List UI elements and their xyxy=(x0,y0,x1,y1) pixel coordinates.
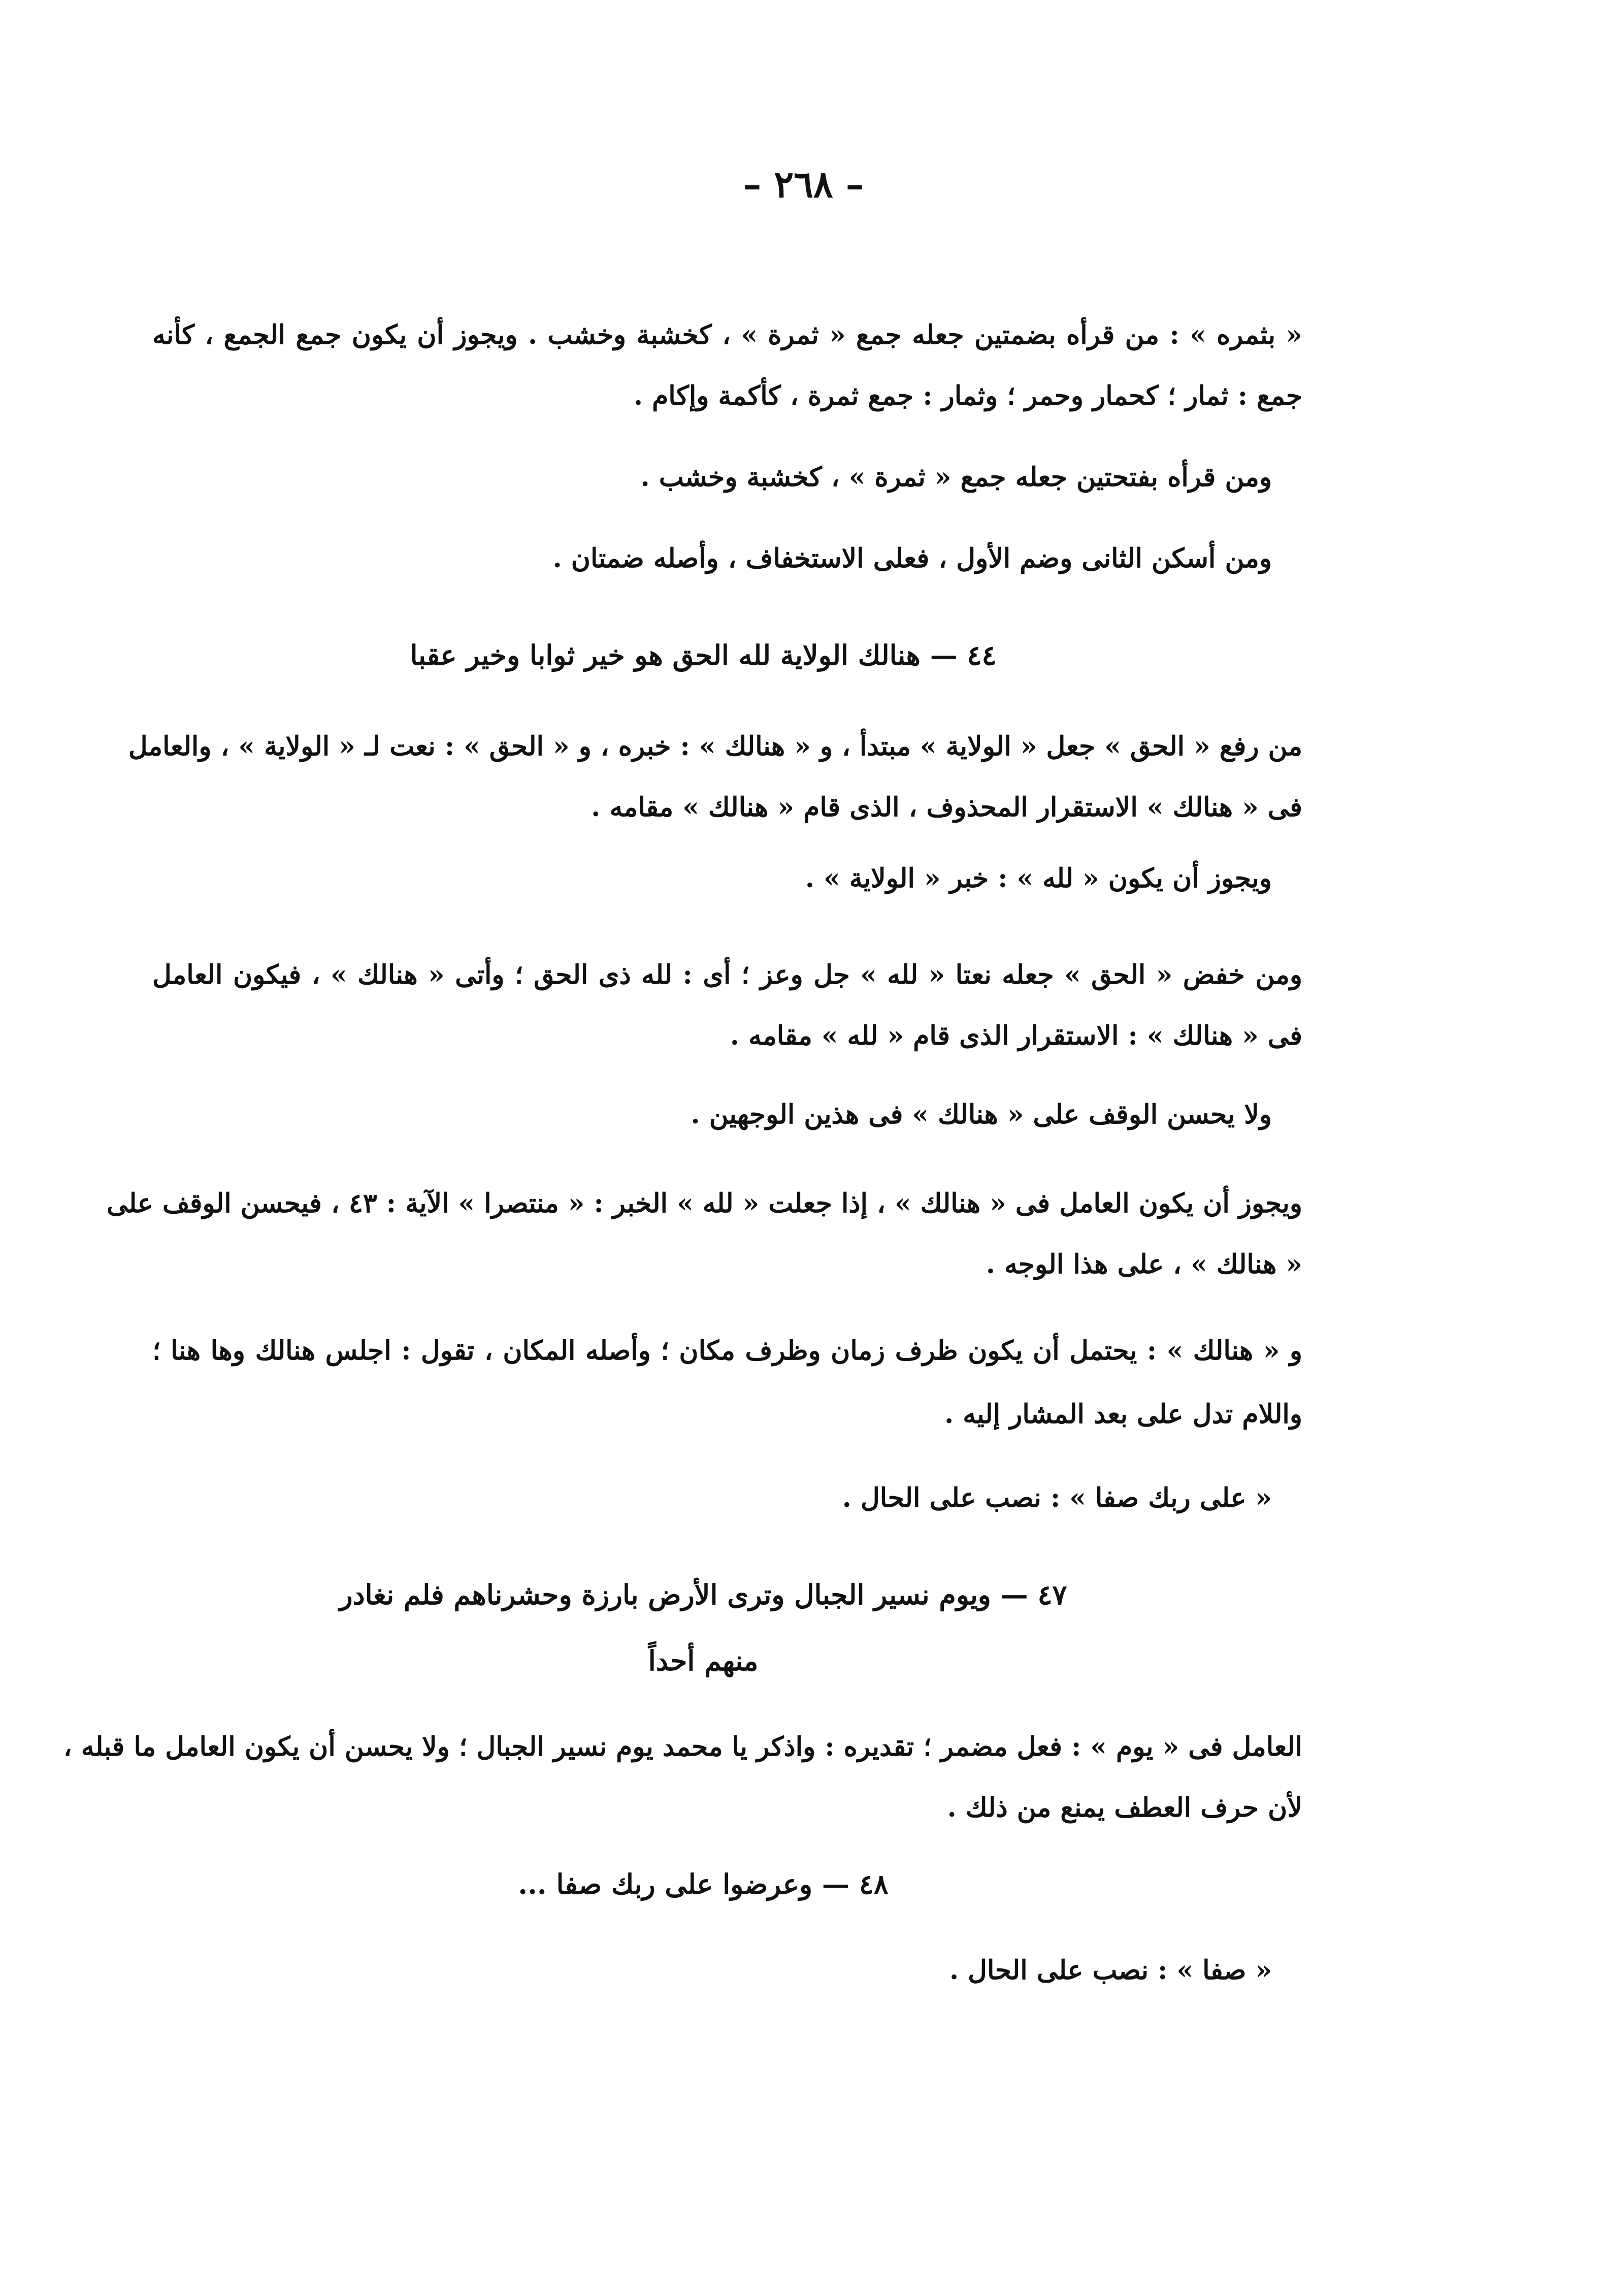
text-line: « هنالك » ، على هذا الوجه . xyxy=(986,1249,1302,1280)
page-number: – ٢٦٨ – xyxy=(743,163,864,206)
text-line: « بثمره » : من قرأه بضمتين جعله جمع « ثمرة » ، كخشبة وخشب . ويجوز أن يكون جمع الجمع ، كأنه xyxy=(152,319,1302,350)
text-line: لأن حرف العطف يمنع من ذلك . xyxy=(947,1792,1302,1823)
text-line: العامل فى « يوم » : فعل مضمر ؛ تقديره : واذكر يا محمد يوم نسير الجبال ؛ ولا يحسن أن يكون العامل ما قبله ، xyxy=(63,1731,1302,1762)
text-line: ولا يحسن الوقف على « هنالك » فى هذين الوجهين . xyxy=(691,1099,1272,1130)
text-line: ومن خفض « الحق » جعله نعتا « لله » جل وعز ؛ أى : لله ذى الحق ؛ وأتى « هنالك » ، فيكون العامل xyxy=(152,959,1302,990)
text-line: ومن قرأه بفتحتين جعله جمع « ثمرة » ، كخشبة وخشب . xyxy=(640,462,1272,493)
text-line: ويجوز أن يكون العامل فى « هنالك » ، إذا جعلت « لله » الخبر : « منتصرا » الآية : ٤٣ ، فيحسن الوقف على xyxy=(107,1188,1302,1219)
text-line: جمع : ثمار ؛ كحمار وحمر ؛ وثمار : جمع ثمرة ، كأكمة وإكام . xyxy=(633,380,1302,411)
text-line: ويجوز أن يكون « لله » : خبر « الولاية » . xyxy=(805,863,1272,894)
verse-heading: ٤٤ — هنالك الولاية لله الحق هو خير ثوابا وخير عقبا xyxy=(410,639,997,671)
text-line: واللام تدل على بعد المشار إليه . xyxy=(944,1399,1302,1430)
text-line: « صفا » : نصب على الحال . xyxy=(949,1955,1272,1986)
text-line: فى « هنالك » الاستقرار المحذوف ، الذى قام « هنالك » مقامه . xyxy=(591,792,1302,823)
text-line: ومن أسكن الثانى وضم الأول ، فعلى الاستخفاف ، وأصله ضمتان . xyxy=(552,543,1272,574)
verse-heading: ٤٧ — ويوم نسير الجبال وترى الأرض بارزة وحشرناهم فلم نغادر xyxy=(339,1578,1067,1611)
verse-heading: ٤٨ — وعرضوا على ربك صفا ... xyxy=(518,1868,889,1900)
text-line: و « هنالك » : يحتمل أن يكون ظرف زمان وظرف مكان ؛ وأصله المكان ، تقول : اجلس هنالك وها هنا ؛ xyxy=(152,1335,1303,1366)
text-line: من رفع « الحق » جعل « الولاية » مبتدأ ، و « هنالك » : خبره ، و « الحق » : نعت لـ « الولاية » ، والعامل xyxy=(128,731,1302,762)
verse-heading-continuation: منهم أحداً xyxy=(648,1644,759,1677)
text-line: فى « هنالك » : الاستقرار الذى قام « لله » مقامه . xyxy=(730,1020,1302,1051)
text-line: « على ربك صفا » : نصب على الحال . xyxy=(842,1482,1272,1513)
